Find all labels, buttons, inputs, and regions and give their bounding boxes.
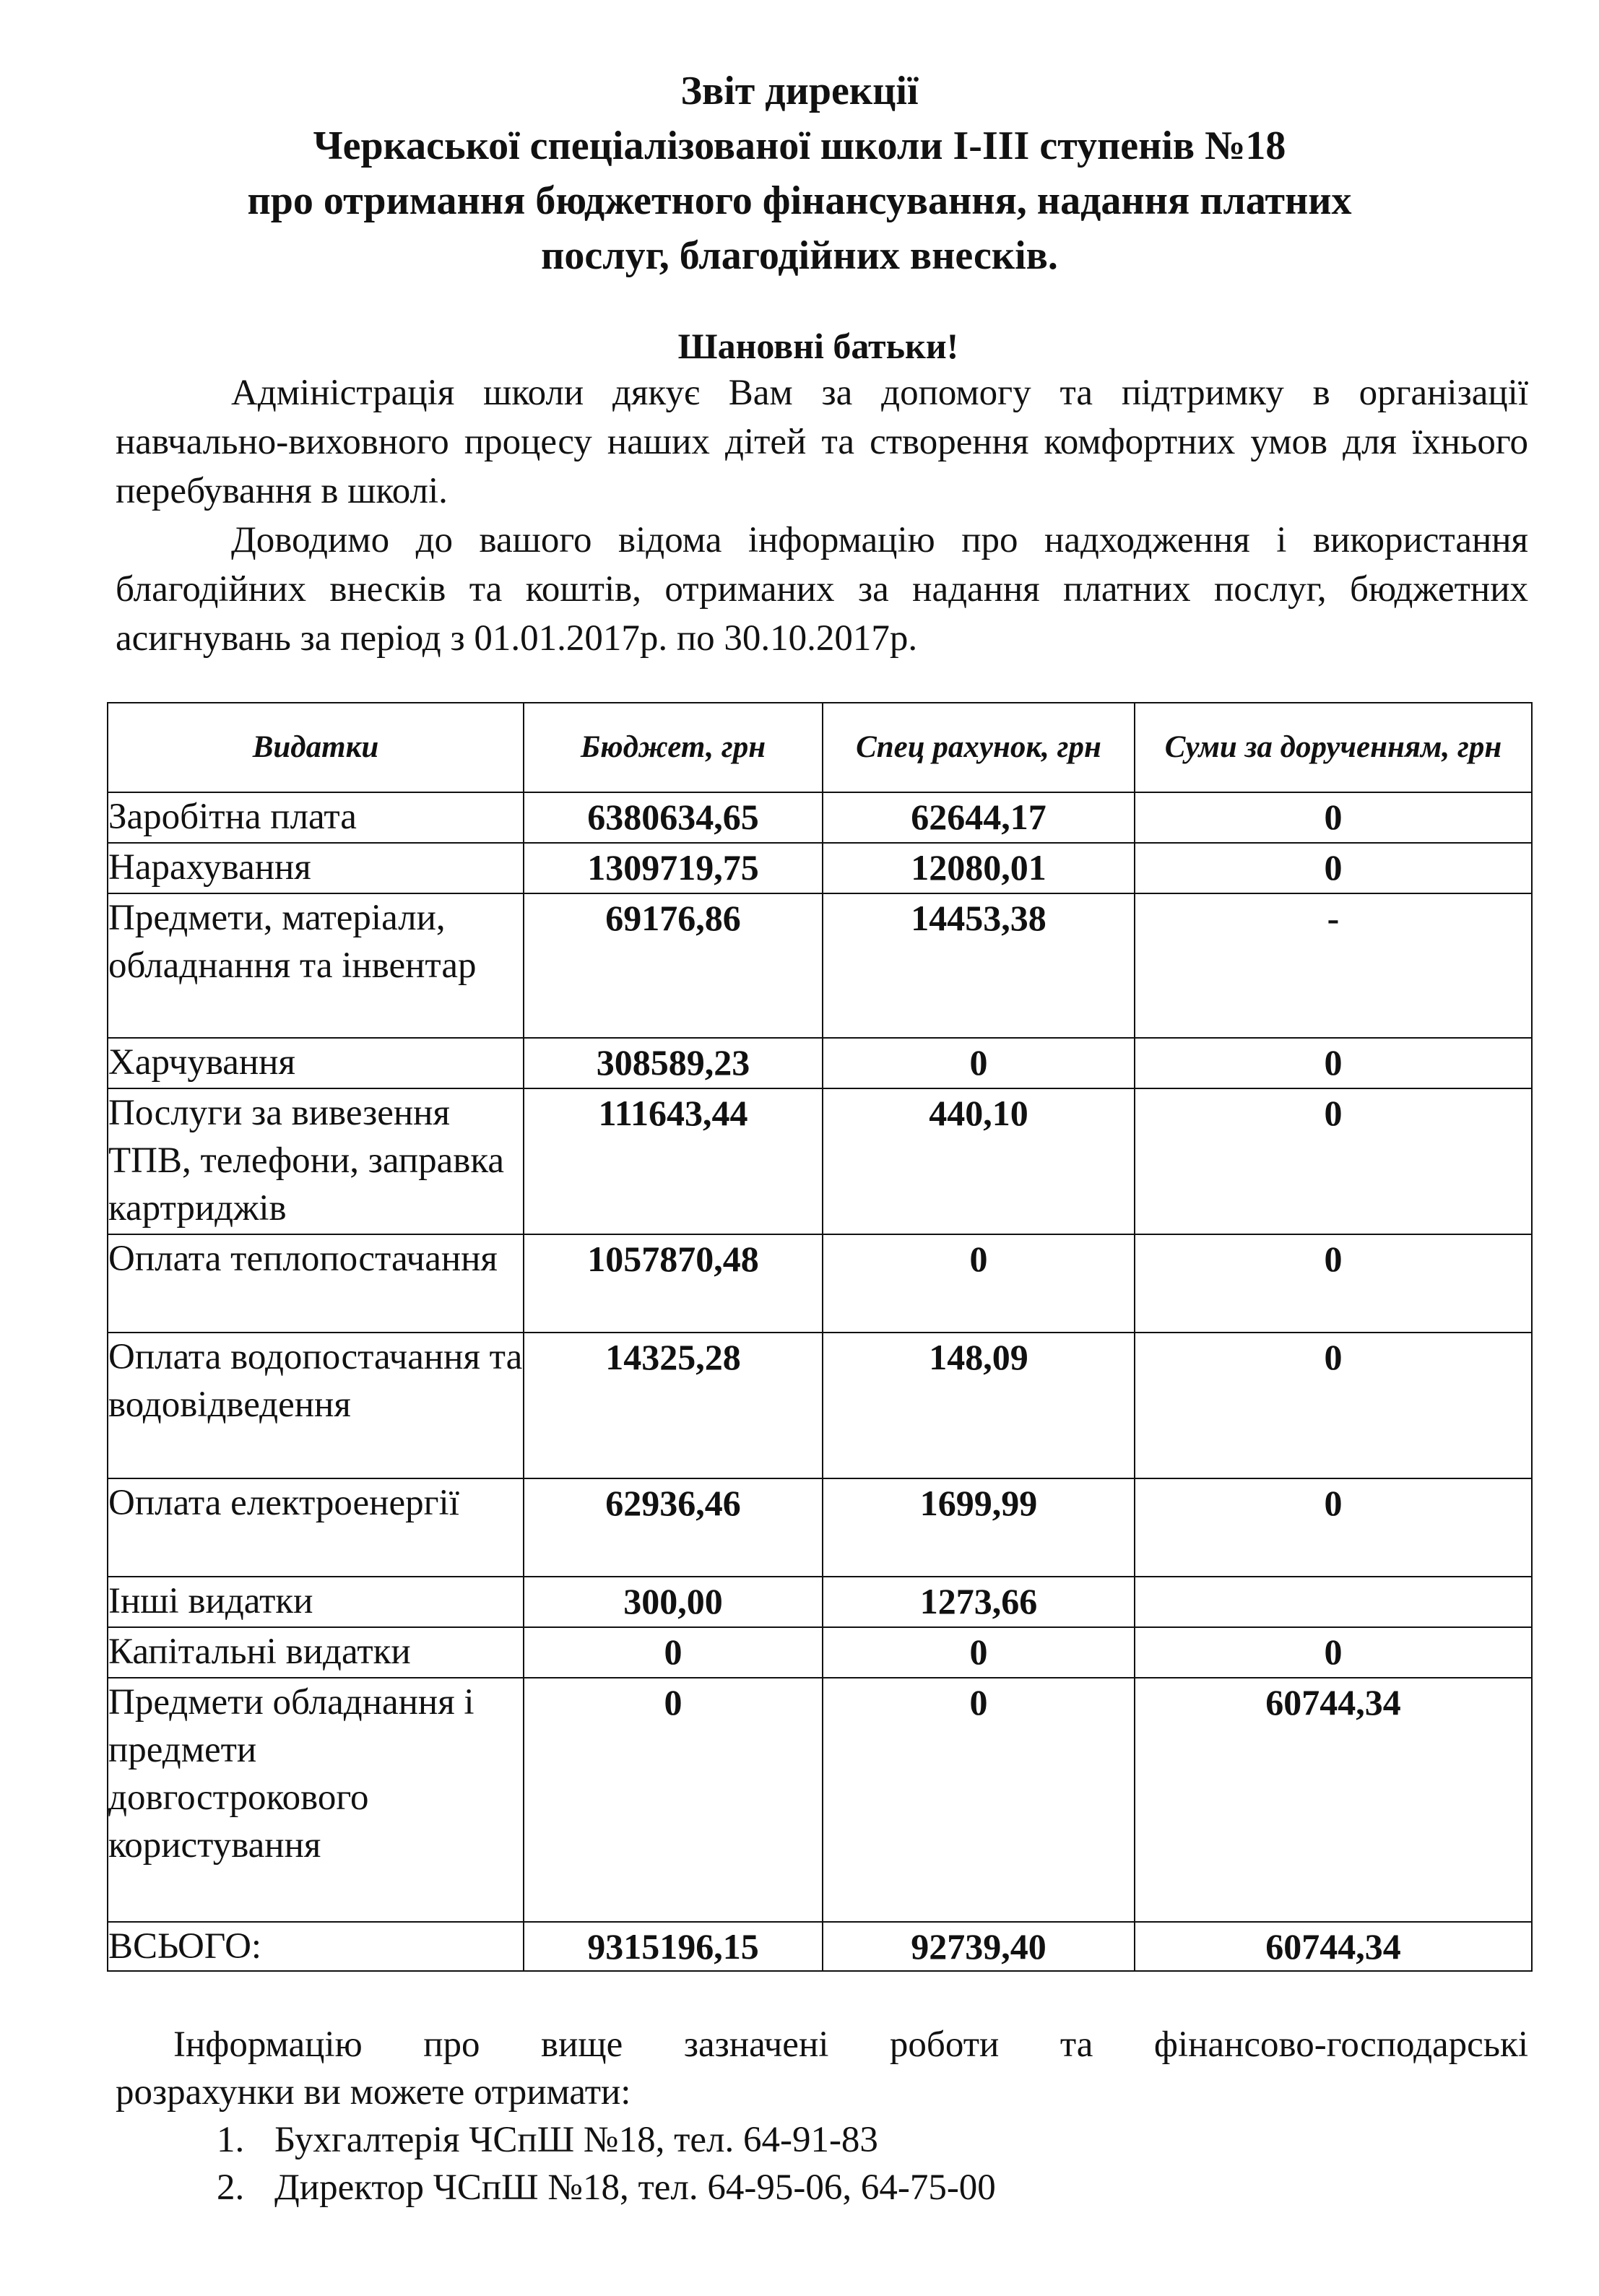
- table-row: [108, 1234, 1532, 1333]
- total-assigned: 60744,34: [1135, 1922, 1532, 1971]
- info-paragraph: Доводимо до вашого відома інформацію про надходження і використання благодійних внесків та коштів, отриманих за надання платних послуг, бюджетних асигнувань за період з 01.01.2017р. по 30.10.2017р.: [116, 520, 1528, 659]
- row-budget: 69176,86: [524, 893, 823, 1038]
- row-budget: 62936,46: [524, 1478, 823, 1577]
- contact-info: [116, 2021, 1528, 2211]
- row-budget: 14325,28: [524, 1333, 823, 1478]
- row-budget: 308589,23: [524, 1038, 823, 1088]
- row-item: Заробітна плата: [108, 792, 524, 843]
- accounting-contact: Бухгалтерія ЧСпШ №18, тел. 64-91-83: [274, 2120, 878, 2160]
- total-budget: 9315196,15: [524, 1922, 823, 1971]
- header-assigned-sums: Суми за дорученням, грн: [1135, 703, 1532, 792]
- table-row: [108, 1577, 1532, 1627]
- row-item: Оплата теплопостачання: [108, 1234, 524, 1333]
- row-assigned: 0: [1135, 843, 1532, 893]
- title-line-1: Звіт дирекції: [680, 69, 919, 113]
- row-item: Предмети обладнання і предмети довгострокового користування: [108, 1678, 524, 1922]
- table-header-row: [108, 703, 1532, 792]
- table-total-row: [108, 1922, 1532, 1971]
- expenses-table: [107, 702, 1533, 1972]
- table-row: [108, 1478, 1532, 1577]
- row-special: 1273,66: [823, 1577, 1135, 1627]
- row-assigned: 0: [1135, 1088, 1532, 1234]
- row-item: Послуги за вивезення ТПВ, телефони, заправка картриджів: [108, 1088, 524, 1234]
- row-assigned: -: [1135, 893, 1532, 1038]
- row-item: Оплата водопостачання та водовідведення: [108, 1333, 524, 1478]
- row-assigned: 0: [1135, 1627, 1532, 1678]
- row-special: 1699,99: [823, 1478, 1135, 1577]
- list-item: [217, 2164, 1528, 2211]
- row-assigned: 0: [1135, 1234, 1532, 1333]
- row-special: 12080,01: [823, 843, 1135, 893]
- table-row: [108, 1678, 1532, 1922]
- row-item: Капітальні видатки: [108, 1627, 524, 1678]
- greeting: Шановні батьки!: [677, 326, 959, 366]
- row-assigned: 60744,34: [1135, 1678, 1532, 1922]
- row-item: Предмети, матеріали, обладнання та інвентар: [108, 893, 524, 1038]
- contact-intro-line-2: розрахунки ви можете отримати:: [116, 2072, 631, 2113]
- title-line-4: послуг, благодійних внесків.: [541, 233, 1058, 278]
- contact-intro-line-1: Інформацію про вище зазначені роботи та фінансово-господарські: [173, 2024, 1528, 2065]
- table-row: [108, 843, 1532, 893]
- header-budget: Бюджет, грн: [524, 703, 823, 792]
- row-special: 0: [823, 1678, 1135, 1922]
- report-title: [108, 64, 1491, 283]
- total-special: 92739,40: [823, 1922, 1135, 1971]
- row-item: Харчування: [108, 1038, 524, 1088]
- row-assigned: 0: [1135, 792, 1532, 843]
- list-number: 2.: [217, 2167, 245, 2208]
- table-row: [108, 1088, 1532, 1234]
- row-budget: 111643,44: [524, 1088, 823, 1234]
- row-budget: 0: [524, 1678, 823, 1922]
- row-item: Нарахування: [108, 843, 524, 893]
- row-special: 440,10: [823, 1088, 1135, 1234]
- row-budget: 0: [524, 1627, 823, 1678]
- header-special-account: Спец рахунок, грн: [823, 703, 1135, 792]
- row-budget: 1057870,48: [524, 1234, 823, 1333]
- row-special: 14453,38: [823, 893, 1135, 1038]
- row-special: 0: [823, 1038, 1135, 1088]
- title-line-2: Черкаської спеціалізованої школи І-ІІІ ступенів №18: [313, 124, 1286, 168]
- table-row: [108, 1627, 1532, 1678]
- contact-list: [116, 2116, 1528, 2211]
- row-special: 148,09: [823, 1333, 1135, 1478]
- table-row: [108, 1038, 1532, 1088]
- row-special: 62644,17: [823, 792, 1135, 843]
- row-assigned: 0: [1135, 1333, 1532, 1478]
- table-row: [108, 1333, 1532, 1478]
- row-item: Оплата електроенергії: [108, 1478, 524, 1577]
- list-number: 1.: [217, 2120, 245, 2160]
- header-expenses: Видатки: [108, 703, 524, 792]
- row-special: 0: [823, 1234, 1135, 1333]
- row-item: Інші видатки: [108, 1577, 524, 1627]
- list-item: [217, 2116, 1528, 2164]
- table-row: [108, 893, 1532, 1038]
- row-budget: 6380634,65: [524, 792, 823, 843]
- gratitude-paragraph: Адміністрація школи дякує Вам за допомогу та підтримку в організації навчально-виховного процесу наших дітей та створення комфортних умов для їхнього перебування в школі.: [116, 373, 1528, 511]
- director-contact: Директор ЧСпШ №18, тел. 64-95-06, 64-75-00: [274, 2167, 996, 2208]
- row-budget: 1309719,75: [524, 843, 823, 893]
- row-assigned: [1135, 1577, 1532, 1627]
- total-label: ВСЬОГО:: [108, 1922, 524, 1971]
- row-special: 0: [823, 1627, 1135, 1678]
- title-line-3: про отримання бюджетного фінансування, надання платних: [247, 178, 1352, 223]
- table-row: [108, 792, 1532, 843]
- row-budget: 300,00: [524, 1577, 823, 1627]
- row-assigned: 0: [1135, 1038, 1532, 1088]
- row-assigned: 0: [1135, 1478, 1532, 1577]
